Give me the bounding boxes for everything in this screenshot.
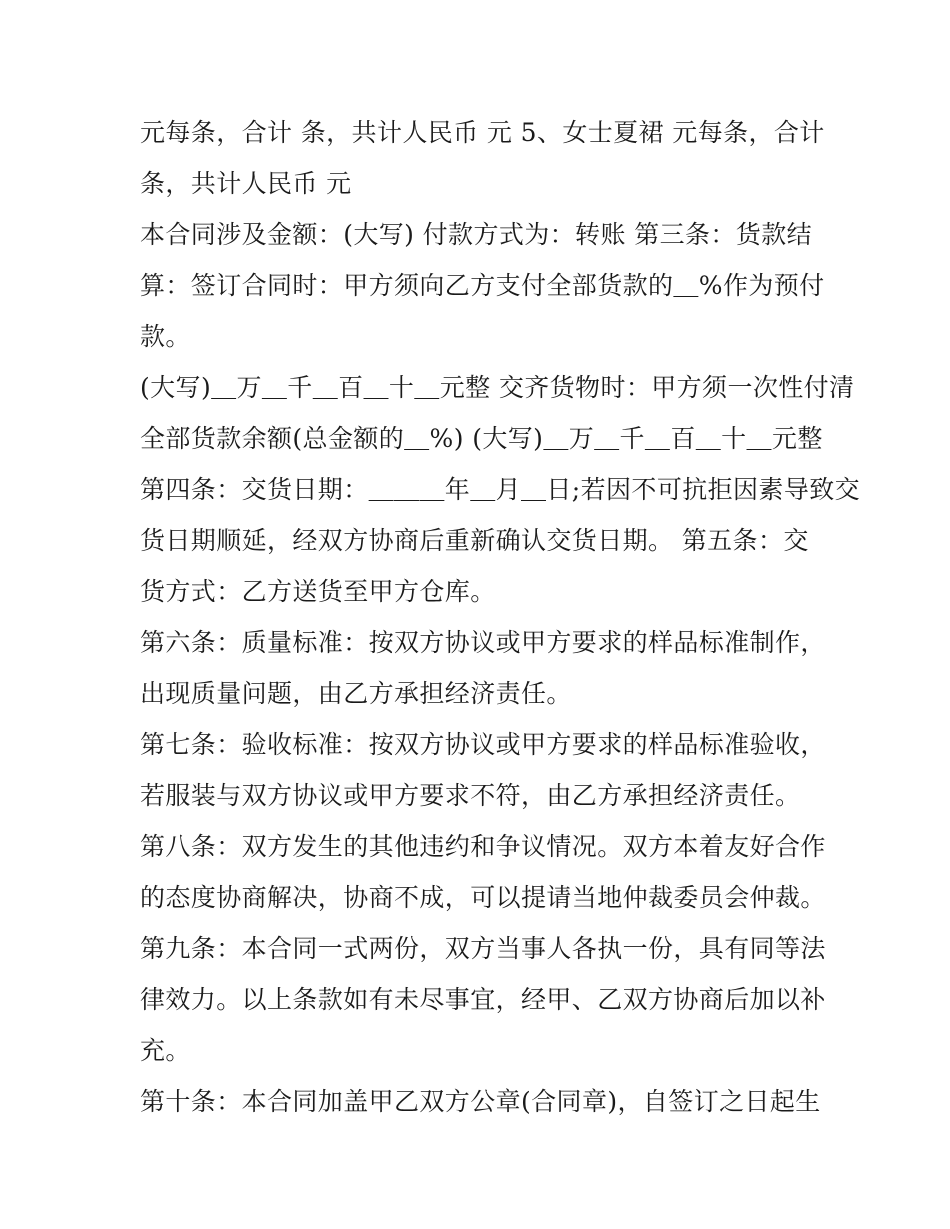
text-line: 的态度协商解决，协商不成，可以提请当地仲裁委员会仲裁。 (140, 883, 826, 912)
text-line: 全部货款余额(总金额的＿%) (大写)＿万＿千＿百＿十＿元整 (140, 424, 823, 453)
text-line: 第十条：本合同加盖甲乙双方公章(合同章)，自签订之日起生 (140, 1087, 821, 1116)
text-line: 本合同涉及金额：(大写) 付款方式为：转账 第三条：货款结 (140, 220, 813, 249)
contract-text-body (140, 107, 861, 1127)
text-line: 货日期顺延，经双方协商后重新确认交货日期。 第五条：交 (140, 526, 809, 555)
text-line: 条，共计人民币 元 (140, 169, 352, 198)
text-line: (大写)＿万＿千＿百＿十＿元整 交齐货物时：甲方须一次性付清 (140, 373, 855, 402)
text-line: 若服装与双方协议或甲方要求不符，由乙方承担经济责任。 (140, 781, 801, 810)
text-line: 出现质量问题，由乙方承担经济责任。 (140, 679, 572, 708)
text-line: 第九条：本合同一式两份，双方当事人各执一份，具有同等法 (140, 934, 826, 963)
text-line: 第八条：双方发生的其他违约和争议情况。双方本着友好合作 (140, 832, 826, 861)
text-line: 第四条：交货日期：＿＿＿年＿月＿日;若因不可抗拒因素导致交 (140, 475, 861, 504)
text-line: 律效力。以上条款如有未尽事宜，经甲、乙双方协商后加以补 (140, 985, 826, 1014)
text-line: 算：签订合同时：甲方须向乙方支付全部货款的＿%作为预付 (140, 271, 825, 300)
text-line: 第七条：验收标准：按双方协议或甲方要求的样品标准验收， (140, 730, 826, 759)
text-line: 第六条：质量标准：按双方协议或甲方要求的样品标准制作， (140, 628, 826, 657)
text-line: 货方式：乙方送货至甲方仓库。 (140, 577, 496, 606)
text-line: 充。 (140, 1036, 191, 1065)
text-line: 元每条，合计 条，共计人民币 元 5、女士夏裙 元每条，合计 (140, 118, 825, 147)
text-line: 款。 (140, 322, 191, 351)
